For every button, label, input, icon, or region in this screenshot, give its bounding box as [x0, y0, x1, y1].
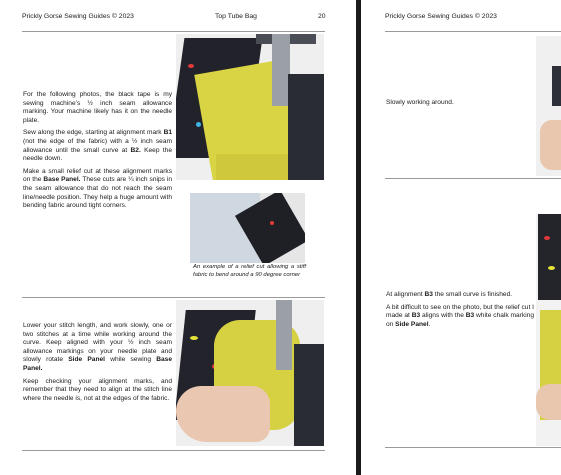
section-rule [385, 178, 561, 179]
header-publisher: Prickly Gorse Sewing Guides © 2023 [385, 13, 497, 20]
photo-hand-guiding-fabric [176, 300, 324, 446]
paragraph: Slowly working around. [386, 99, 454, 106]
header-publisher: Prickly Gorse Sewing Guides © 2023 [22, 13, 134, 20]
header-rule [22, 31, 325, 32]
page-number: 20 [318, 13, 326, 20]
header-rule [385, 31, 561, 32]
right-page [361, 0, 561, 475]
section1-text [386, 99, 534, 112]
paragraph: Sew along the edge, starting at alignment mark B1 (not the edge of the fabric) with a ½ inch seam allowance until the small curve at B2. Keep the needle down. [23, 129, 173, 163]
photo-sewing-yellow-fabric [176, 34, 324, 180]
paragraph: For the following photos, the black tape is my sewing machine’s ½ inch seam allowance marking. Your machine likely has it on the needle plate. [23, 91, 172, 124]
footer-rule [22, 450, 325, 451]
section2-text [23, 322, 172, 407]
section2-text [386, 291, 534, 333]
paragraph: A bit difficult to see on the photo, but the relief cut I made at B3 aligns with the B3 white chalk marking on Side Panel. [386, 303, 534, 328]
paragraph: Lower your stitch length, and work slowly, one or two stitches at a time while working around the curve. Keep aligned with your ½ inch seam allowance markings on your needle plate and slowly rotate Side Panel while sewing Base Panel. [23, 322, 172, 372]
paragraph: Make a small relief cut at these alignment marks on the Base Panel. These cuts are ¼ inch snips in the seam allowance that do not reach the seam line/needle position. They help a huge amount with bending fabric around tight corners. [23, 167, 172, 210]
paragraph: Keep checking your alignment marks, and remember that they need to align at the stitch line where the needle is, not at the edges of the fabric. [23, 377, 172, 402]
photo-caption: An example of a relief cut allowing a stiff fabric to bend around a 90 degree corner [193, 264, 306, 278]
photo-alignment-b3 [536, 214, 561, 446]
photo-relief-cut [190, 193, 305, 263]
section-rule [22, 297, 325, 298]
header-title: Top Tube Bag [215, 13, 257, 20]
photo-slowly-working-around [536, 36, 561, 176]
section1-text [23, 91, 172, 215]
footer-rule [385, 447, 561, 448]
paragraph: At alignment B3 the small curve is finished. [386, 291, 513, 298]
